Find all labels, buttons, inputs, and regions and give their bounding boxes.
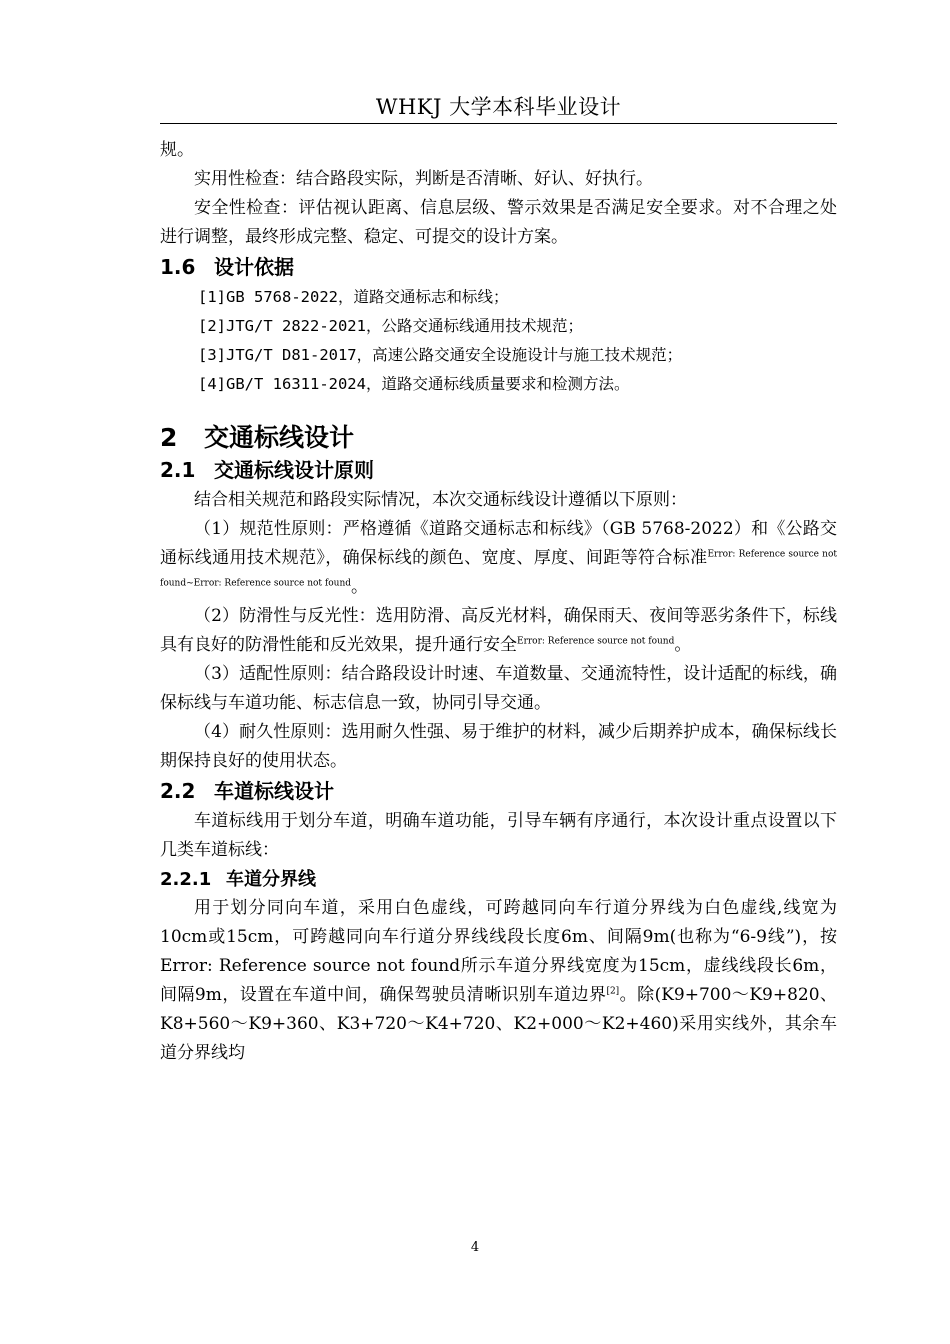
citation: [2] [606,986,620,997]
principle-1-end: 。 [351,577,369,597]
principle-4: （4）耐久性原则：选用耐久性强、易于维护的材料，减少后期养护成本，确保标线长期保持良好的使用状态。 [160,722,837,771]
chapter-number: 2 [160,423,178,452]
reference-item: [2]JTG/T 2822-2021，公路交通标线通用技术规范； [198,317,583,335]
page-body [160,136,837,1068]
principle-3: （3）适配性原则：结合路段设计时速、车道数量、交通流特性，设计适配的标线，确保标线与车道功能、标志信息一致，协同引导交通。 [160,664,837,713]
page-number: 4 [470,1240,480,1255]
lane-divider-paragraph [160,894,837,1068]
section-title: 车道标线设计 [214,779,334,803]
subsection-title: 车道分界线 [226,869,316,890]
citation-error: Error: Reference source not found [517,636,675,647]
principle-2 [160,602,837,660]
lane-divider-text-continued: 。除(K9+700～K9+820、K8+560～K9+360、K3+720～K4+720、K2+000～K2+460)采用实线外，其余车道分界线均 [160,985,837,1063]
reference-item: [4]GB/T 16311-2024，道路交通标线质量要求和检测方法。 [198,375,630,393]
header-rule [160,123,837,124]
subsection-heading-2-2-1 [160,865,837,894]
lane-divider-text: 用于划分同向车道，采用白色虚线，可跨越同向车行道分界线为白色虚线,线宽为10cm或15cm，可跨越同向车行道分界线线段长度6m、间隔9m(也称为“6-9线”)，按Error: Reference source not found所示车道分界线宽度为15cm，虚线线段长6m，间隔9m，设置在车道中间，确保驾驶员清晰识别车道边界 [160,898,837,1005]
principle-1-text: （1）规范性原则：严格遵循《道路交通标志和标线》（GB 5768-2022）和《公路交通标线通用技术规范》，确保标线的颜色、宽度、厚度、间距等符合标准 [160,519,837,568]
page-header: WHKJ 大学本科毕业设计 [375,95,622,119]
chapter-title: 交通标线设计 [204,423,355,452]
subsection-number: 2.2.1 [160,869,212,890]
section-heading-2-1 [160,455,837,486]
principle-2-end: 。 [674,635,692,655]
section-number: 1.6 [160,255,196,279]
section-number: 2.1 [160,458,196,482]
reference-item: [1]GB 5768-2022，道路交通标志和标线； [198,288,509,306]
safety-paragraph: 安全性检查：评估视认距离、信息层级、警示效果是否满足安全要求。对不合理之处进行调整，最终形成完整、稳定、可提交的设计方案。 [160,198,837,247]
section-number: 2.2 [160,779,196,803]
principles-intro: 结合相关规范和路段实际情况，本次交通标线设计遵循以下原则： [194,490,687,510]
citation-error: Error: Reference source not found~Error: Reference source not found [160,549,838,589]
principle-2-text: （2）防滑性与反光性：选用防滑、高反光材料，确保雨天、夜间等恶劣条件下，标线具有良好的防滑性能和反光效果，提升通行安全 [160,606,837,655]
lane-marking-paragraph: 车道标线用于划分车道，明确车道功能，引导车辆有序通行，本次设计重点设置以下几类车道标线： [160,811,837,860]
reference-item: [3]JTG/T D81-2017，高速公路交通安全设施设计与施工技术规范； [198,346,683,364]
section-heading-2-2 [160,776,837,807]
chapter-heading-2 [160,421,837,455]
principle-1 [160,515,837,602]
section-title: 设计依据 [214,255,294,279]
section-heading-1-6 [160,252,837,283]
practicality-paragraph: 实用性检查：结合路段实际，判断是否清晰、好认、好执行。 [194,169,653,189]
section-title: 交通标线设计原则 [214,458,374,482]
continued-paragraph: 规。 [160,140,194,160]
